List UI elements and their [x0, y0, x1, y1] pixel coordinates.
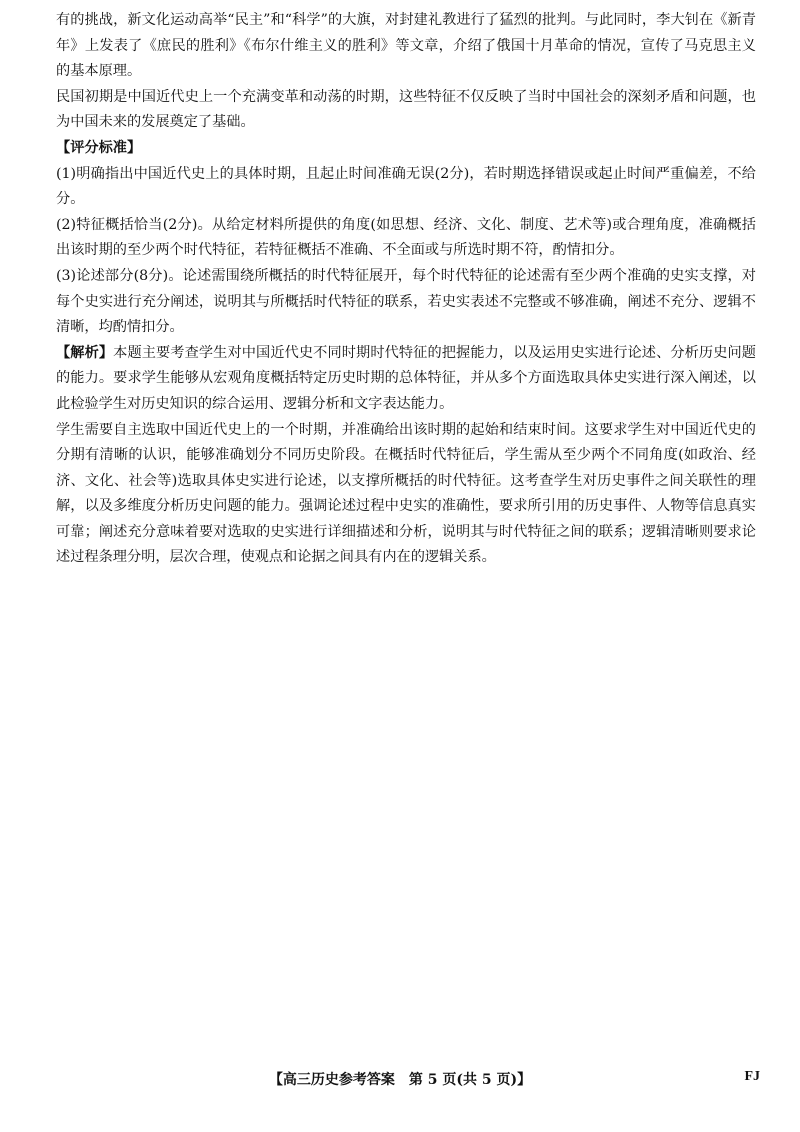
paragraph-new-culture: 有的挑战，新文化运动高举“民主”和“科学”的大旗，对封建礼教进行了猛烈的批判。与此同时，李大钊在《新青年》上发表了《庶民的胜利》《布尔什维主义的胜利》等文章，介绍了俄国十月革命的情况，宣传了马克思主义的基本原理。: [56, 12, 756, 80]
heading-scoring-criteria: 【评分标准】: [56, 139, 142, 156]
analysis-label: 【解析】: [56, 344, 114, 361]
paragraph-requirements: 学生需要自主选取中国近代史上的一个时期，并准确给出该时期的起始和结束时间。这要求学生对中国近代史的分期有清晰的认识，能够准确划分不同历史阶段。在概括时代特征后，学生需从至少两个不同角度(如政治、经济、文化、社会等)选取具体史实进行论述，以支撑所概括的时代特征。这考查学生对历史事件之间关联性的理解，以及多维度分析历史问题的能力。强调论述过程中史实的准确性，要求所引用的历史事件、人物等信息真实可靠；阐述充分意味着要对选取的史实进行详细描述和分析，说明其与时代特征之间的联系；逻辑清晰则要求论述过程条理分明，层次合理，使观点和论据之间具有内在的逻辑关系。: [56, 421, 756, 566]
scoring-item-2: (2)特征概括恰当(2分)。从给定材料所提供的角度(如思想、经济、文化、制度、艺术等)或合理角度，准确概括出该时期的至少两个时代特征，若特征概括不准确、不全面或与所选时期不符，酌情扣分。: [56, 216, 756, 259]
analysis-text: 本题主要考查学生对中国近代史不同时期时代特征的把握能力，以及运用史实进行论述、分析历史问题的能力。要求学生能够从宏观角度概括特定历史时期的总体特征，并从多个方面选取具体史实进行深入阐述，以此检验学生对历史知识的综合运用、逻辑分析和文字表达能力。: [56, 344, 756, 412]
paragraph-early-republic: 民国初期是中国近代史上一个充满变革和动荡的时期，这些特征不仅反映了当时中国社会的深刻矛盾和问题，也为中国未来的发展奠定了基础。: [56, 88, 756, 131]
document-body: [56, 8, 756, 571]
analysis-paragraph: [56, 341, 756, 418]
footer-region-code: FJ: [744, 1069, 760, 1084]
footer-page-info: 【高三历史参考答案 第 5 页(共 5 页)】: [268, 1072, 532, 1088]
page-footer: [0, 1069, 800, 1093]
scoring-item-1: (1)明确指出中国近代史上的具体时期，且起止时间准确无误(2分)，若时期选择错误或起止时间严重偏差，不给分。: [56, 165, 756, 208]
scoring-item-3: (3)论述部分(8分)。论述需围绕所概括的时代特征展开，每个时代特征的论述需有至少两个准确的史实支撑，对每个史实进行充分阐述，说明其与所概括时代特征的联系，若史实表述不完整或不够准确，阐述不充分、逻辑不清晰，均酌情扣分。: [56, 267, 756, 336]
